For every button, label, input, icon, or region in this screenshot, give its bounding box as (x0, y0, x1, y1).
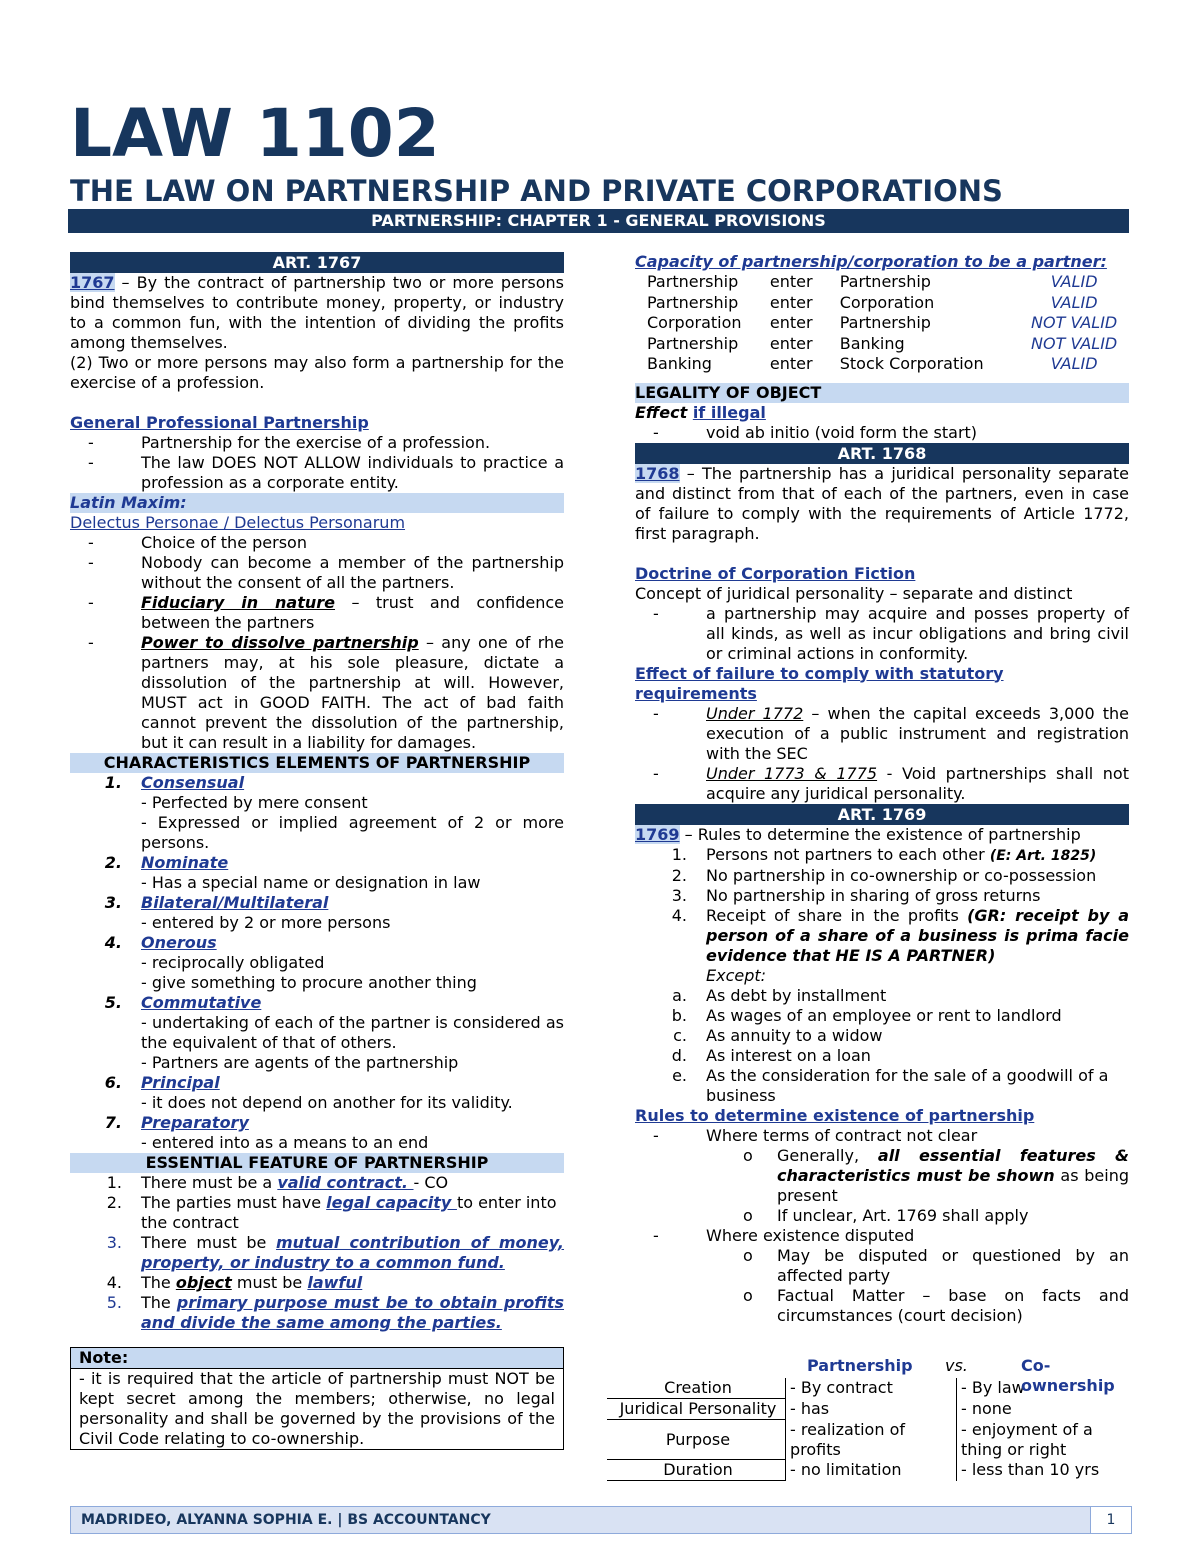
characteristics-header: CHARACTERISTICS ELEMENTS OF PARTNERSHIP (70, 753, 564, 773)
list-item: 2. The parties must have legal capacity to enter into the contract (106, 1193, 557, 1232)
list-subitem: - Perfected by mere consent (141, 793, 368, 812)
table-row: Corporation enter Partnership NOT VALID (647, 313, 1118, 332)
list-subitem: - reciprocally obligated (141, 953, 325, 972)
gpp-heading: General Professional Partnership (70, 413, 369, 432)
characteristics-list (70, 773, 564, 1153)
list-subitem: - entered into as a means to an end (141, 1133, 429, 1152)
list-item: - Fiduciary in nature – trust and confidence between the partners (70, 593, 564, 633)
legality-effect: Effect if illegal (635, 402, 766, 422)
list-item: - Where existence disputed (635, 1226, 1129, 1246)
latin-maxim-label: Latin Maxim: (70, 493, 564, 513)
list-subitem: - it does not depend on another for its validity. (141, 1093, 513, 1112)
legality-header: LEGALITY OF OBJECT (635, 383, 1129, 403)
note-text: - it is required that the article of partnership must NOT be kept secret among the members; otherwise, no legal personality and shall be governed by the provisions of the Civil Code relating to co-ownership. (79, 1369, 555, 1448)
table-row: Juridical Personality - has - none (607, 1399, 1137, 1420)
list-item: 4. The object must be lawful (106, 1273, 363, 1292)
list-item: 1. There must be a valid contract. - CO (106, 1173, 449, 1192)
table-row: Duration - no limitation - less than 10 yrs (607, 1460, 1137, 1481)
list-subitem: - give something to procure another thing (141, 973, 477, 992)
table-row: Partnership enter Banking NOT VALID (647, 333, 1118, 353)
list-item: c. As annuity to a widow (673, 1025, 883, 1045)
list-item: 6. Principal (104, 1073, 220, 1092)
art-1769-header: ART. 1769 (635, 804, 1129, 825)
list-item: 3. There must be mutual contribution of money, property, or industry to a common fund. (106, 1233, 565, 1272)
art-1767-para2: (2) Two or more persons may also form a partnership for the exercise of a profession. (70, 353, 564, 392)
list-item: - The law DOES NOT ALLOW individuals to practice a profession as a corporate entity. (70, 453, 564, 493)
list-item: 4. Onerous (104, 933, 217, 952)
art-1767-header: ART. 1767 (70, 252, 564, 273)
essential-header: ESSENTIAL FEATURE OF PARTNERSHIP (70, 1153, 564, 1173)
list-subitem: - Has a special name or designation in law (141, 873, 481, 892)
list-item: - Nobody can become a member of the partnership without the consent of all the partners. (70, 553, 564, 593)
rules-heading: Rules to determine existence of partnership (635, 1105, 1035, 1125)
comparison-table (607, 1356, 1137, 1481)
art-1769-text: 1769 – Rules to determine the existence of partnership (635, 824, 1081, 844)
list-item: 5. Commutative (104, 993, 262, 1012)
list-item: - Under 1772 – when the capital exceeds 3,000 the execution of a public instrument and registration with the SEC (635, 704, 1129, 764)
list-item: - void ab initio (void form the start) (635, 423, 1129, 443)
author-label: MADRIDEO, ALYANNA SOPHIA E. | BS ACCOUNTANCY (81, 1512, 491, 1528)
list-item: 3. Bilateral/Multilateral (104, 893, 329, 912)
table-row: Purpose - realization of profits - enjoyment of a thing or right (607, 1420, 1137, 1460)
subtitle: THE LAW ON PARTNERSHIP AND PRIVATE CORPORATIONS (70, 174, 1003, 208)
right-column (635, 252, 1129, 1326)
delectus-heading: Delectus Personae / Delectus Personarum (70, 513, 406, 532)
list-item: - Power to dissolve partnership – any one of rhe partners may, at his sole pleasure, dictate a dissolution of the partnership at will. However, MUST act in GOOD FAITH. The act of bad faith cannot prevent the dissolution of the partnership, but it can result in a liability for damages. (70, 633, 564, 753)
list-item: - Where terms of contract not clear (635, 1126, 1129, 1146)
list-item: 1. Consensual (104, 773, 245, 792)
list-item: d. As interest on a loan (671, 1045, 871, 1065)
except-label: Except: (706, 965, 767, 985)
list-item: b. As wages of an employee or rent to landlord (671, 1005, 1062, 1025)
list-subitem: - Expressed or implied agreement of 2 or more persons. (141, 813, 564, 852)
list-item: 1. Persons not partners to each other (E: Art. 1825) (671, 844, 1097, 864)
page-number: 1 (1090, 1507, 1131, 1533)
list-subitem: o May be disputed or questioned by an affected party (635, 1246, 1129, 1286)
partnership-heading: Partnership (807, 1356, 913, 1375)
list-item: 2. Nominate (104, 853, 229, 872)
art-1768-text: 1768 – The partnership has a juridical personality separate and distinct from that of each of the partners, even in case of failure to comply with the requirements of Article 1772, first paragraph. (635, 463, 1129, 543)
note-box (70, 1347, 564, 1450)
list-item: 2. No partnership in co-ownership or co-possession (671, 865, 1097, 885)
list-subitem: - undertaking of each of the partner is considered as the equivalent of that of others. (141, 1013, 564, 1052)
list-item: - Choice of the person (70, 533, 564, 553)
table-row: Banking enter Stock Corporation VALID (647, 354, 1098, 373)
co-ownership-heading: Co-ownership (1021, 1356, 1115, 1395)
table-row: Partnership enter Corporation VALID (647, 292, 1098, 312)
failure-heading: Effect of failure to comply with statutory requirements (635, 663, 1004, 703)
list-item: a. As debt by installment (672, 985, 887, 1005)
table-row: Creation - By contract - By law (607, 1378, 1137, 1399)
note-label: Note: (71, 1348, 563, 1369)
chapter-banner: PARTNERSHIP: CHAPTER 1 - GENERAL PROVISIONS (68, 209, 1129, 233)
list-item: e. As the consideration for the sale of a goodwill of a business (672, 1065, 1109, 1105)
table-row: Partnership enter Partnership VALID (647, 272, 1098, 291)
list-item: - a partnership may acquire and posses property of all kinds, as well as incur obligations and bring civil or criminal actions in conformity. (635, 604, 1129, 664)
list-subitem: - entered by 2 or more persons (141, 913, 391, 932)
list-subitem: o If unclear, Art. 1769 shall apply (635, 1206, 1129, 1226)
art-1767-text: 1767 – By the contract of partnership two or more persons bind themselves to contribute money, property, or industry to a common fun, with the intention of dividing the profits among themselves. (70, 273, 564, 352)
list-item: 7. Preparatory (104, 1113, 249, 1132)
course-title: LAW 1102 (70, 95, 440, 172)
list-subitem: o Generally, all essential features & characteristics must be shown as being present (635, 1146, 1129, 1206)
page-footer (70, 1506, 1132, 1534)
essential-list (70, 1173, 564, 1333)
list-item: 5. The primary purpose must be to obtain profits and divide the same among the parties. (106, 1293, 565, 1332)
list-item: 3. No partnership in sharing of gross returns (671, 885, 1041, 905)
list-item: - Partnership for the exercise of a profession. (70, 433, 564, 453)
vs-label: vs. (945, 1356, 968, 1375)
list-subitem: - Partners are agents of the partnership (141, 1053, 459, 1072)
capacity-table (647, 272, 1129, 375)
left-column (70, 252, 564, 1450)
list-subitem: o Factual Matter – base on facts and circumstances (court decision) (635, 1286, 1129, 1326)
fiction-text: Concept of juridical personality – separate and distinct (635, 583, 1073, 603)
art-1768-header: ART. 1768 (635, 443, 1129, 464)
fiction-heading: Doctrine of Corporation Fiction (635, 563, 916, 583)
list-item: 4. Receipt of share in the profits (GR: receipt by a person of a share of a business is prima facie evidence that HE IS A PARTNER) (671, 905, 1130, 965)
capacity-heading: Capacity of partnership/corporation to be a partner: (635, 252, 1107, 271)
list-item: - Under 1773 & 1775 - Void partnerships shall not acquire any juridical personality. (635, 764, 1129, 804)
